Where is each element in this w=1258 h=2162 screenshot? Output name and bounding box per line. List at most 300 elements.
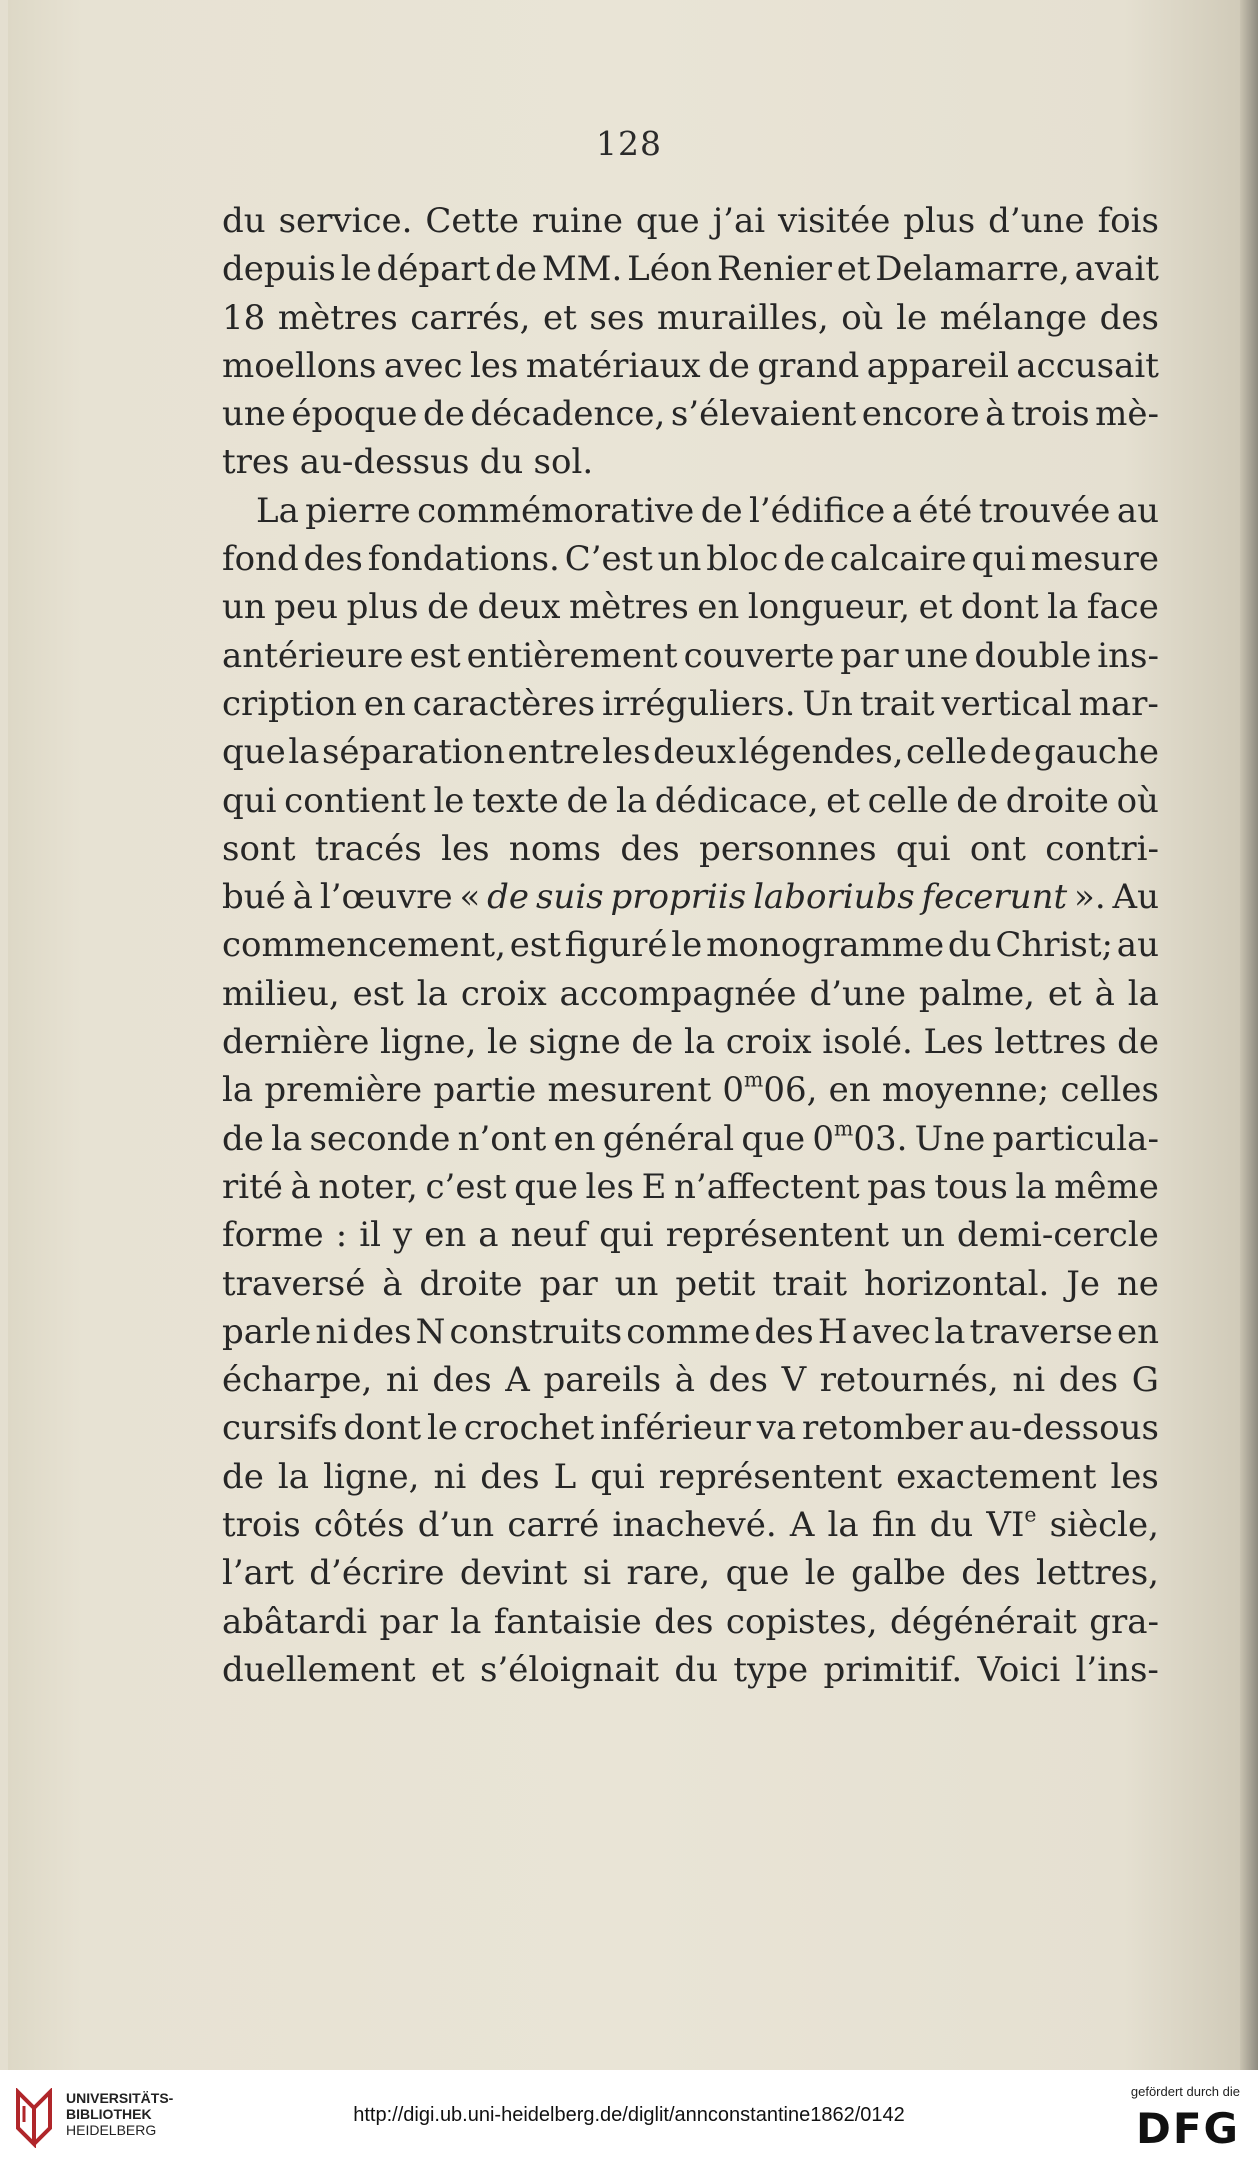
text-word: commencement, — [222, 925, 506, 966]
text-word: copistes, — [725, 1601, 878, 1642]
text-word: la — [450, 1601, 482, 1642]
text-word: mesure — [1030, 539, 1159, 580]
text-word: n’affectent — [674, 1166, 860, 1207]
text-line — [222, 1549, 1159, 1597]
text-word: fois — [1097, 201, 1159, 241]
text-word: en — [828, 1070, 871, 1111]
text-word: abâtardi — [222, 1601, 368, 1642]
text-word: la — [416, 973, 448, 1014]
text-word: à — [1094, 973, 1115, 1014]
text-word: croix — [460, 973, 547, 1014]
text-word: parle — [222, 1311, 312, 1352]
text-word: d’écrire — [309, 1553, 445, 1594]
body-text — [222, 197, 1159, 1694]
text-word: ». — [1074, 877, 1106, 918]
text-word: plus — [346, 587, 419, 628]
text-word: fecerunt — [921, 877, 1068, 918]
text-word: figuré — [564, 925, 668, 966]
text-word: que — [635, 201, 700, 241]
text-word: est — [509, 925, 561, 966]
text-word: de — [783, 539, 826, 580]
text-word: duellement — [222, 1649, 416, 1690]
text-word: devint — [459, 1553, 568, 1594]
text-word: des — [432, 1360, 492, 1401]
text-word: longueur, — [747, 587, 911, 628]
text-word: gauche — [1033, 732, 1159, 773]
text-word: le — [433, 780, 465, 821]
text-line — [222, 245, 1159, 293]
text-word: neuf — [510, 1215, 588, 1256]
text-word: l’édifice — [748, 490, 886, 531]
text-word: de — [956, 780, 999, 821]
text-word: demi-cercle — [956, 1215, 1159, 1256]
text-word: dernière — [222, 1022, 370, 1063]
text-word: trois — [1010, 394, 1090, 435]
text-word: 18 — [222, 297, 266, 338]
text-word: isolé. — [822, 1022, 913, 1063]
text-word: d’une — [988, 201, 1085, 241]
text-word: ins- — [1097, 635, 1159, 676]
text-word: partie — [433, 1070, 537, 1111]
text-word: même — [1054, 1166, 1159, 1207]
text-word: peu — [274, 587, 339, 628]
text-word: par — [379, 1601, 438, 1642]
text-fragment: 06, — [763, 1070, 818, 1111]
text-word: la — [827, 1505, 859, 1546]
text-line — [222, 921, 1159, 969]
text-word: monogramme — [706, 925, 945, 966]
text-word: première — [264, 1070, 423, 1111]
text-word: type — [733, 1649, 809, 1690]
text-word: Delamarre, — [875, 249, 1070, 290]
text-word: qui — [895, 828, 951, 869]
text-word: du — [674, 1649, 719, 1690]
text-word: qui — [222, 780, 277, 821]
text-word: tres — [222, 442, 290, 483]
text-line — [222, 825, 1159, 873]
text-word: la — [1047, 587, 1079, 628]
page-edge-shadow — [1240, 0, 1258, 2070]
text-word: des — [352, 1311, 412, 1352]
text-word: la — [288, 732, 320, 773]
text-word: encore — [861, 394, 980, 435]
text-word: Les — [923, 1022, 984, 1063]
text-word: de — [1117, 1022, 1159, 1063]
text-word: la — [1127, 973, 1159, 1014]
text-word: de — [222, 1456, 264, 1497]
text-word: les — [585, 1166, 634, 1207]
text-line — [222, 1453, 1159, 1501]
text-word: rare, — [626, 1553, 711, 1594]
text-word: traversé — [222, 1263, 366, 1304]
text-word: irréguliers. — [601, 683, 796, 724]
text-word: départ — [376, 249, 491, 290]
text-word: le — [340, 249, 372, 290]
text-word: inférieur — [600, 1408, 751, 1449]
text-word: et — [836, 249, 871, 290]
text-word: un — [222, 587, 266, 628]
text-word: et — [430, 1649, 465, 1690]
text-word: au-dessus — [299, 442, 470, 483]
text-word: un — [657, 539, 702, 580]
text-word: tous — [934, 1166, 1008, 1207]
text-word: dégénérait — [889, 1601, 1077, 1642]
text-word: de — [989, 732, 1032, 773]
text-word: traverse — [969, 1311, 1113, 1352]
text-word: en — [363, 683, 406, 724]
text-line — [222, 583, 1159, 631]
text-word: du — [929, 1505, 974, 1546]
text-word: ont — [969, 828, 1026, 869]
superscript: e — [1024, 1502, 1037, 1527]
text-word: primitif. — [823, 1649, 963, 1690]
text-word: seconde — [309, 1118, 451, 1159]
text-word: le — [671, 925, 703, 966]
text-word: retomber — [801, 1408, 963, 1449]
text-word: en — [424, 1215, 467, 1256]
text-word: calcaire — [829, 539, 967, 580]
text-word: signe — [528, 1022, 621, 1063]
university-name-line1: UNIVERSITÄTS- — [66, 2090, 174, 2106]
text-word: a — [478, 1215, 499, 1256]
text-word: laboriubs — [753, 877, 915, 918]
text-word: couverte — [683, 635, 835, 676]
text-word: ne — [1116, 1263, 1159, 1304]
text-word: de — [222, 1118, 264, 1159]
text-word: mar- — [1078, 683, 1159, 724]
text-word: crochet — [463, 1408, 595, 1449]
text-word: avait — [1074, 249, 1159, 290]
text-word: qui — [590, 1456, 645, 1497]
text-word: trouvée — [978, 490, 1111, 531]
text-word: contient — [284, 780, 426, 821]
text-word: dédicace, — [654, 780, 819, 821]
text-word: pareils — [543, 1360, 662, 1401]
text-word: les — [602, 732, 651, 773]
text-word: La — [256, 490, 299, 531]
text-word: entièrement — [466, 635, 678, 676]
text-word: la — [615, 780, 648, 821]
text-word: ni — [433, 1456, 467, 1497]
text-word: Au — [1112, 877, 1159, 918]
text-word: L — [553, 1456, 577, 1497]
text-word: de — [487, 877, 530, 918]
text-word: ses — [589, 297, 645, 338]
text-word: fondations. — [367, 539, 560, 580]
text-word: ruine — [531, 201, 623, 241]
text-word: petit — [675, 1263, 756, 1304]
text-word: dont — [960, 587, 1039, 628]
university-name-line2: BIBLIOTHEK — [66, 2106, 152, 2122]
text-word: s’élevaient — [670, 394, 857, 435]
text-word: deux — [477, 587, 561, 628]
text-word: est — [409, 635, 461, 676]
text-word: milieu, — [222, 973, 340, 1014]
text-word: celle — [906, 732, 988, 773]
text-word: au — [1116, 490, 1159, 531]
text-word: la — [277, 1456, 310, 1497]
text-word: avec — [383, 345, 463, 386]
text-word: avec — [851, 1311, 931, 1352]
text-word: en — [697, 587, 740, 628]
text-line — [222, 342, 1159, 390]
text-word: mètres — [568, 587, 689, 628]
text-word: grand — [757, 345, 860, 386]
text-word: horizontal. — [863, 1263, 1050, 1304]
text-word: propriis — [610, 877, 747, 918]
text-word: Léon — [627, 249, 713, 290]
text-line — [222, 632, 1159, 680]
text-word: Je — [1066, 1263, 1100, 1304]
text-word: en — [1116, 1311, 1159, 1352]
text-word: des — [620, 828, 680, 869]
text-word: texte — [472, 780, 559, 821]
text-word: vertical — [941, 683, 1072, 724]
text-word: moyenne; — [881, 1070, 1050, 1111]
text-word: la — [271, 1118, 303, 1159]
text-word: moellons — [222, 345, 377, 386]
text-word: et — [543, 297, 577, 338]
text-word: face — [1086, 587, 1159, 628]
text-word: où — [841, 297, 884, 338]
text-word: que — [741, 1118, 806, 1159]
text-line — [222, 1018, 1159, 1066]
text-word: représentent — [665, 1215, 890, 1256]
text-word: séparation — [321, 732, 506, 773]
text-line — [222, 1163, 1159, 1211]
footer-bar — [0, 2070, 1258, 2162]
text-word: de — [566, 780, 609, 821]
text-word: ni — [315, 1311, 349, 1352]
text-word: retournés, — [819, 1360, 999, 1401]
text-word: trait — [859, 683, 935, 724]
text-word: construits — [449, 1311, 623, 1352]
text-word: les — [441, 828, 490, 869]
text-word: ligne, — [323, 1456, 420, 1497]
text-word: caractères — [412, 683, 596, 724]
text-word: comme — [626, 1311, 751, 1352]
text-word: une — [222, 394, 286, 435]
text-word: forme — [222, 1215, 324, 1256]
text-word: dont — [343, 1408, 422, 1449]
text-word: j’ai — [712, 201, 766, 241]
text-line — [222, 390, 1159, 438]
text-word: sont — [222, 828, 296, 869]
text-line — [222, 1404, 1159, 1452]
dfg-logo: DFG — [1135, 2104, 1240, 2153]
text-word: s’éloignait — [480, 1649, 660, 1690]
source-url-link[interactable]: http://digi.ub.uni-heidelberg.de/diglit/annconstantine1862/0142 — [353, 2104, 905, 2126]
text-word: écharpe, — [222, 1360, 373, 1401]
text-word: au-dessous — [968, 1408, 1159, 1449]
text-word: et — [826, 780, 860, 821]
text-word: représentent — [658, 1456, 883, 1497]
text-word: par — [539, 1263, 598, 1304]
text-word: particula- — [992, 1118, 1159, 1159]
text-word: des — [480, 1456, 540, 1497]
text-word: galbe — [851, 1553, 946, 1594]
text-line — [222, 1115, 1159, 1163]
text-word: murailles, — [656, 297, 829, 338]
text-word: le — [896, 297, 928, 338]
text-word: « — [459, 877, 481, 918]
text-word: accusait — [1016, 345, 1159, 386]
text-line — [222, 873, 1159, 921]
text-word: qui — [599, 1215, 654, 1256]
text-word: bué — [222, 877, 286, 918]
text-line — [222, 777, 1159, 825]
text-word: mélange — [939, 297, 1087, 338]
text-word: la — [1015, 1166, 1047, 1207]
text-word: lettres, — [1036, 1553, 1159, 1594]
text-word: à — [985, 394, 1006, 435]
text-word: E — [641, 1166, 667, 1207]
text-word: double — [974, 635, 1092, 676]
text-word: c’est — [425, 1166, 507, 1207]
text-word: personnes — [699, 828, 877, 869]
text-word: des — [1099, 297, 1159, 338]
text-word: V — [781, 1360, 807, 1401]
text-word: et — [918, 587, 953, 628]
text-word: l’œuvre — [319, 877, 453, 918]
text-word: mesurent — [547, 1070, 712, 1111]
text-word: n’ont — [457, 1118, 547, 1159]
text-word: la — [683, 1022, 716, 1063]
text-line — [222, 1356, 1159, 1404]
text-word: un — [901, 1215, 945, 1256]
text-word: visitée — [778, 201, 891, 241]
text-word: légendes, — [738, 732, 904, 773]
text-word: ni — [385, 1360, 419, 1401]
text-word: il — [359, 1215, 381, 1256]
text-word: celles — [1060, 1070, 1159, 1111]
text-word: qui — [971, 539, 1027, 580]
text-word: Renier — [717, 249, 832, 290]
page-number: 128 — [596, 124, 662, 163]
text-line — [222, 294, 1159, 342]
text-word: l’art — [222, 1553, 294, 1594]
text-word: noter, — [318, 1166, 418, 1207]
text-word: carré — [507, 1505, 600, 1546]
text-line — [222, 487, 1159, 535]
text-line — [222, 1260, 1159, 1308]
text-word: du — [947, 925, 992, 966]
text-word: mètres — [277, 297, 398, 338]
text-word: cription — [222, 683, 357, 724]
text-line — [222, 1066, 1159, 1114]
text-word: à — [382, 1263, 403, 1304]
text-line — [222, 1646, 1159, 1694]
text-word: est — [352, 973, 404, 1014]
text-word: inachevé. — [612, 1505, 777, 1546]
text-word: des — [1058, 1360, 1119, 1401]
text-line — [222, 680, 1159, 728]
text-word: l’ins- — [1075, 1649, 1159, 1690]
text-word: matériaux — [525, 345, 701, 386]
text-word: de — [495, 249, 538, 290]
text-word: la — [222, 1070, 254, 1111]
text-word: A — [505, 1360, 530, 1401]
text-word: le — [804, 1553, 836, 1594]
text-word: au — [1116, 925, 1159, 966]
text-word: H — [817, 1311, 848, 1352]
text-word: de — [700, 490, 743, 531]
text-word: que — [725, 1553, 790, 1594]
text-word: exactement — [896, 1456, 1097, 1497]
text-word: lettres — [994, 1022, 1107, 1063]
text-word: MM. — [541, 249, 623, 290]
text-word: va — [756, 1408, 797, 1449]
text-word: fin — [871, 1505, 917, 1546]
text-word: depuis — [222, 249, 336, 290]
text-word: général — [602, 1118, 735, 1159]
text-word: antérieure — [222, 635, 404, 676]
text-word: Une — [914, 1118, 986, 1159]
funded-by-label: gefördert durch die — [1130, 2084, 1240, 2099]
text-word: deux — [653, 732, 737, 773]
text-line — [222, 535, 1159, 583]
text-word: le — [426, 1408, 458, 1449]
text-word: décadence, — [470, 394, 666, 435]
text-word: une — [904, 635, 969, 676]
text-word: fantaisie — [493, 1601, 642, 1642]
text-word: les — [469, 345, 519, 386]
text-word: croix — [725, 1022, 812, 1063]
text-word: : — [335, 1215, 348, 1256]
text-word: gra- — [1089, 1601, 1159, 1642]
text-word: 0$^m$03. — [812, 1116, 908, 1159]
text-word: les — [1110, 1456, 1159, 1497]
text-word: Christ; — [995, 925, 1113, 966]
text-word: à — [292, 877, 313, 918]
text-fragment: 03. — [853, 1118, 908, 1159]
text-word: ni — [1012, 1360, 1046, 1401]
text-line — [222, 438, 1159, 486]
text-word: droite — [419, 1263, 523, 1304]
text-line — [222, 728, 1159, 776]
text-word: trait — [772, 1263, 848, 1304]
text-word: fond — [222, 539, 299, 580]
text-word: pas — [867, 1166, 927, 1207]
text-word: des — [708, 1360, 768, 1401]
text-word: contri- — [1045, 828, 1159, 869]
text-word: carrés, — [410, 297, 531, 338]
text-line — [222, 197, 1159, 245]
text-line — [222, 970, 1159, 1018]
text-word: ligne, — [380, 1022, 477, 1063]
text-word: où — [1116, 780, 1159, 821]
text-word: noms — [508, 828, 601, 869]
text-word: siècle, — [1049, 1505, 1159, 1546]
text-word: pierre — [305, 490, 411, 531]
text-word: que — [222, 732, 286, 773]
text-word: Cette — [425, 201, 519, 241]
text-word: à — [290, 1166, 311, 1207]
text-word: le — [487, 1022, 519, 1063]
text-word: mè- — [1095, 394, 1159, 435]
superscript: m — [743, 1068, 764, 1093]
text-word: 0$^m$06, — [722, 1068, 818, 1111]
text-word: de — [427, 587, 469, 628]
text-word: celle — [867, 780, 949, 821]
text-word: tracés — [314, 828, 422, 869]
text-word: Un — [802, 683, 853, 724]
text-word: commémorative — [417, 490, 695, 531]
text-word: A — [789, 1505, 815, 1546]
text-word: d’un — [417, 1505, 495, 1546]
text-line — [222, 1501, 1159, 1549]
text-word: par — [840, 635, 899, 676]
